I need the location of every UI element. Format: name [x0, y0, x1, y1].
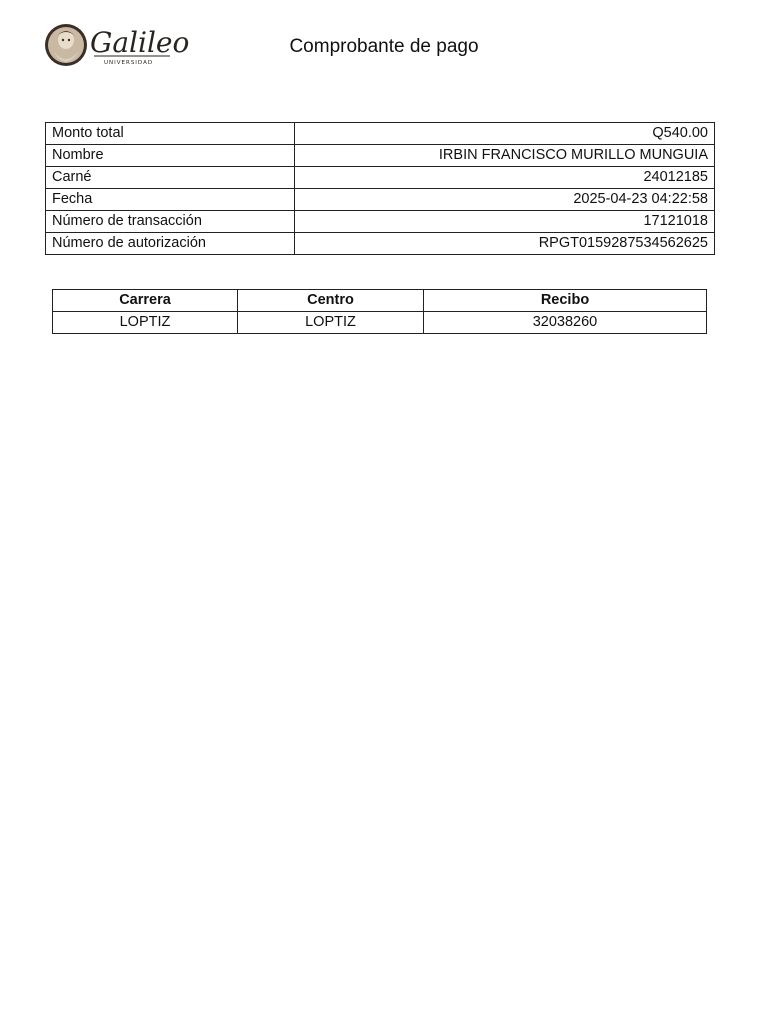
label-fecha: Fecha [46, 189, 295, 211]
value-carne: 24012185 [294, 167, 714, 189]
label-nombre: Nombre [46, 145, 295, 167]
cell-recibo: 32038260 [424, 312, 707, 334]
value-numero-autorizacion: RPGT0159287534562625 [294, 233, 714, 255]
column-header-recibo: Recibo [424, 290, 707, 312]
column-header-carrera: Carrera [53, 290, 238, 312]
svg-text:Galileo: Galileo [90, 26, 190, 59]
svg-text:UNIVERSIDAD: UNIVERSIDAD [104, 60, 154, 66]
receipt-detail-table [52, 289, 707, 334]
label-numero-transaccion: Número de transacción [46, 211, 295, 233]
value-nombre: IRBIN FRANCISCO MURILLO MUNGUIA [294, 145, 714, 167]
label-carne: Carné [46, 167, 295, 189]
value-monto-total: Q540.00 [294, 123, 714, 145]
table-row [46, 233, 715, 255]
table-row [46, 167, 715, 189]
table-row [46, 189, 715, 211]
label-monto-total: Monto total [46, 123, 295, 145]
table-header-row [53, 290, 707, 312]
table-row [46, 123, 715, 145]
cell-carrera: LOPTIZ [53, 312, 238, 334]
payment-info-table [45, 122, 715, 255]
column-header-centro: Centro [238, 290, 424, 312]
table-row [53, 312, 707, 334]
value-numero-transaccion: 17121018 [294, 211, 714, 233]
table-row [46, 211, 715, 233]
table-row [46, 145, 715, 167]
label-numero-autorizacion: Número de autorización [46, 233, 295, 255]
value-fecha: 2025-04-23 04:22:58 [294, 189, 714, 211]
cell-centro: LOPTIZ [238, 312, 424, 334]
page-title: Comprobante de pago [289, 36, 479, 57]
